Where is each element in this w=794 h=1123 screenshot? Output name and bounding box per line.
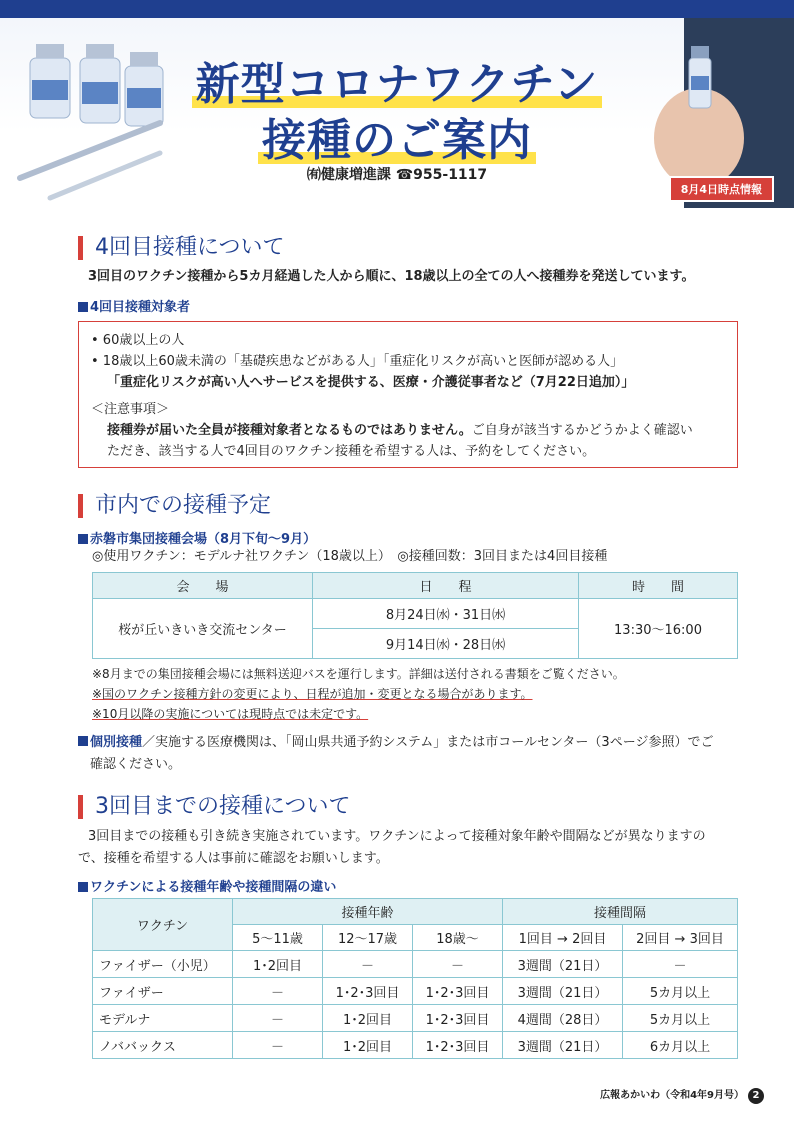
section2-heading: 市内での接種予定 (78, 494, 271, 518)
title-text-2: 接種のご案内 (258, 104, 536, 168)
th-age-group: 接種年齢 (233, 899, 503, 925)
section3-heading: 3回目までの接種について (78, 795, 351, 819)
section3-subheading (78, 876, 336, 895)
vaccine-comparison-table (92, 898, 738, 1059)
section1-intro: 3回目のワクチン接種から5カ月経過した人から順に、18歳以上の全ての人へ接種券を発送しています。 (88, 269, 695, 284)
section3-intro1: 3回目までの接種も引き続き実施されています。ワクチンによって接種対象年齢や間隔などが異なりますの (88, 829, 706, 844)
row-cell: 3週間（21日） (503, 951, 623, 978)
row-cell: － (323, 951, 413, 978)
row-cell: 1･2･3回目 (413, 1032, 503, 1059)
square-bullet-icon (78, 534, 88, 544)
section1-subheading-text: 4回目接種対象者 (90, 300, 191, 315)
square-bullet-icon (78, 736, 88, 746)
row-name: ファイザー (93, 978, 233, 1005)
row-name: モデルナ (93, 1005, 233, 1032)
section2-subheading-text: 赤磐市集団接種会場（8月下旬～9月） (90, 532, 317, 547)
th-vaccine: ワクチン (93, 899, 233, 951)
row-cell: 3週間（21日） (503, 1032, 623, 1059)
section2-subheading (78, 528, 316, 547)
section3-intro2: で、接種を希望する人は事前に確認をお願いします。 (78, 851, 389, 866)
row-cell: 1･2･3回目 (413, 1005, 503, 1032)
table-row (93, 1032, 738, 1059)
row-cell: 1･2･3回目 (323, 978, 413, 1005)
page-title-line2 (0, 104, 794, 168)
note-1: ※8月までの集団接種会場には無料送迎バスを運行します。詳細は送付される書類をご覧ください。 (92, 667, 625, 681)
bullet-2: • 18歳以上60歳未満の「基礎疾患などがある人」「重症化リスクが高いと医師が認める人」 (91, 354, 624, 369)
department-contact: ㈲健康増進課 ☎955-1117 (306, 167, 488, 183)
table-row (93, 951, 738, 978)
section1-subheading (78, 296, 190, 315)
th-venue: 会 場 (93, 573, 313, 599)
row-cell: － (623, 951, 738, 978)
page-title-line1 (0, 48, 794, 112)
notice-rest1: ご自身が該当するかどうかよく確認い (471, 423, 693, 438)
individual-text2: 確認ください。 (90, 757, 182, 772)
individual-label: 個別接種 (90, 735, 143, 750)
row-cell: 5カ月以上 (623, 1005, 738, 1032)
section1-heading: 4回目接種について (78, 236, 285, 260)
row-cell: 3週間（21日） (503, 978, 623, 1005)
individual-vaccination (78, 732, 713, 776)
th-interval-2: 2回目 → 3回目 (623, 925, 738, 951)
notice-bold: 接種券が届いた全員が接種対象者となるものではありません。 (107, 423, 472, 438)
footer (600, 1086, 764, 1104)
top-bar (0, 0, 794, 18)
th-age-1: 5～11歳 (233, 925, 323, 951)
section3-subheading-text: ワクチンによる接種年齢や接種間隔の違い (90, 880, 337, 895)
th-interval-1: 1回目 → 2回目 (503, 925, 623, 951)
table-row (93, 1005, 738, 1032)
row-cell: － (413, 951, 503, 978)
square-bullet-icon (78, 882, 88, 892)
th-date: 日 程 (313, 573, 579, 599)
page-number: 2 (748, 1088, 764, 1104)
row-cell: 6カ月以上 (623, 1032, 738, 1059)
row-cell: － (233, 978, 323, 1005)
bullet-3: 「重症化リスクが高い人へサービスを提供する、医療・介護従事者など（7月22日追加）」 (107, 375, 635, 390)
row-cell: 1･2回目 (233, 951, 323, 978)
schedule-notes (92, 664, 625, 724)
square-bullet-icon (78, 302, 88, 312)
individual-text1: ／実施する医療機関は、「岡山県共通予約システム」または市コールセンター（3ページ参照）でご (142, 735, 714, 750)
cell-time: 13:30～16:00 (579, 599, 738, 659)
notice-label: ＜注意事項＞ (91, 402, 170, 417)
row-cell: 1･2･3回目 (413, 978, 503, 1005)
cell-date1: 8月24日㈬・31日㈬ (313, 599, 579, 629)
target-box (78, 321, 738, 468)
th-age-3: 18歳～ (413, 925, 503, 951)
th-time: 時 間 (579, 573, 738, 599)
row-cell: 5カ月以上 (623, 978, 738, 1005)
row-name: ファイザー（小児） (93, 951, 233, 978)
vaccine-info: ◎使用ワクチン：モデルナ社ワクチン（18歳以上） ◎接種回数：3回目または4回目接種 (92, 549, 608, 564)
section3-intro (78, 826, 748, 870)
footer-text: 広報あかいわ（令和4年9月号） (600, 1090, 744, 1101)
row-cell: － (233, 1032, 323, 1059)
note-3: ※10月以降の実施については現時点では未定です。 (92, 707, 369, 721)
header-banner (0, 18, 794, 208)
title-text-1: 新型コロナワクチン (192, 48, 603, 112)
note-2: ※国のワクチン接種方針の変更により、日程が追加・変更となる場合があります。 (92, 687, 533, 701)
date-badge: 8月4日時点情報 (669, 176, 774, 202)
table-row (93, 978, 738, 1005)
notice-line1 (91, 420, 725, 441)
row-name: ノババックス (93, 1032, 233, 1059)
cell-date2: 9月14日㈬・28日㈬ (313, 629, 579, 659)
th-age-2: 12～17歳 (323, 925, 413, 951)
bullet-1: • 60歳以上の人 (91, 333, 185, 348)
cell-venue: 桜が丘いきいき交流センター (93, 599, 313, 659)
row-cell: 1･2回目 (323, 1032, 413, 1059)
row-cell: 4週間（28日） (503, 1005, 623, 1032)
row-cell: 1･2回目 (323, 1005, 413, 1032)
row-cell: － (233, 1005, 323, 1032)
schedule-table (92, 572, 738, 659)
th-interval-group: 接種間隔 (503, 899, 738, 925)
notice-line2: ただき、該当する人で4回目のワクチン接種を希望する人は、予約をしてください。 (107, 444, 596, 459)
